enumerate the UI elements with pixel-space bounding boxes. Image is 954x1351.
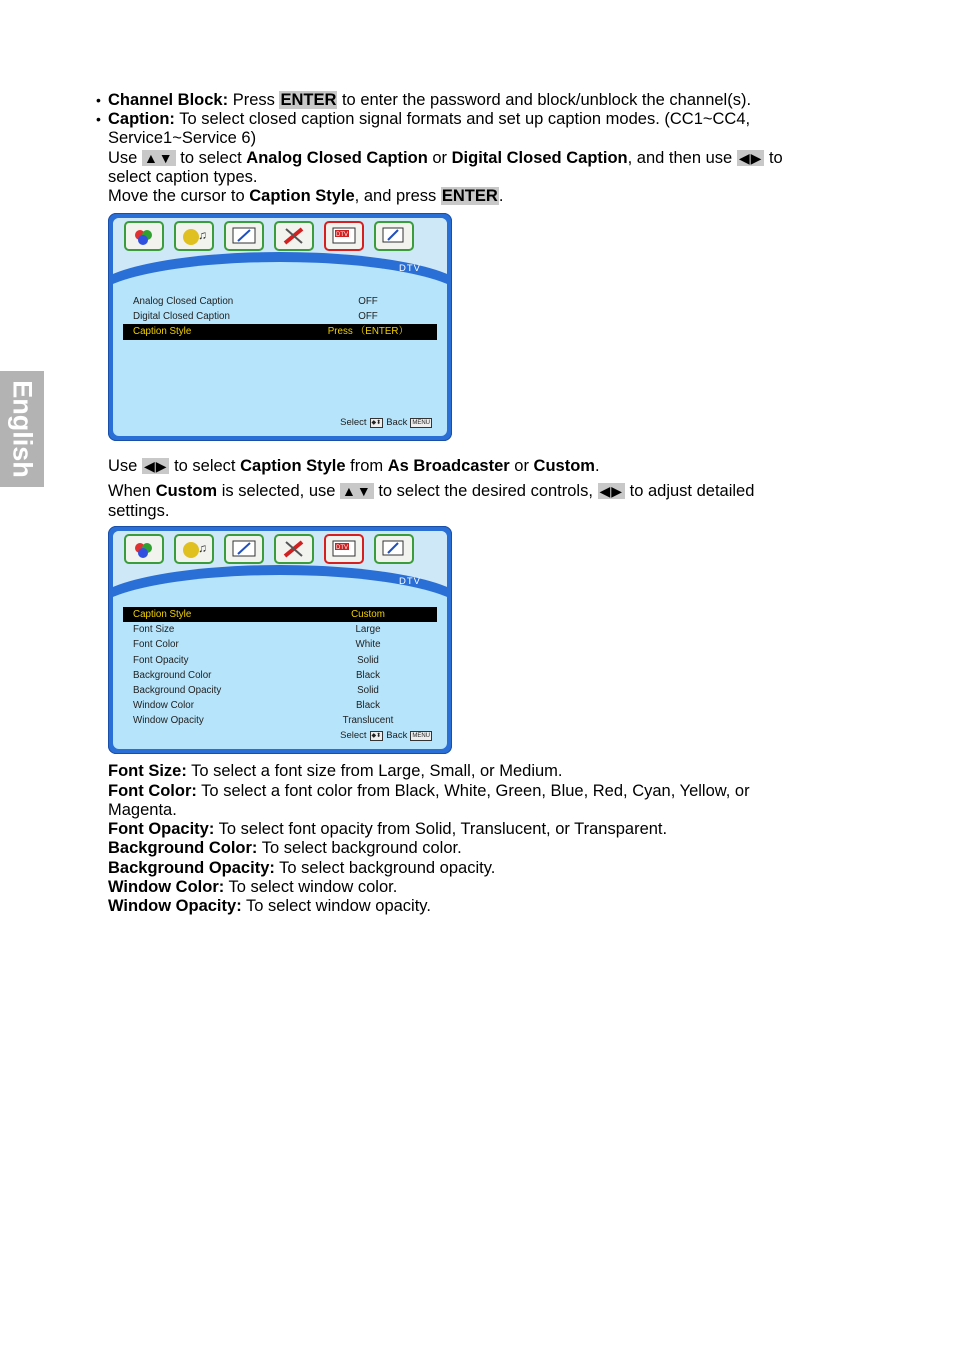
use-line [108,149,783,169]
move-line [108,187,503,207]
select-label: Select [340,417,367,428]
text: to [764,149,783,167]
def-font-size [108,762,563,782]
picture-menu-icon[interactable] [124,534,164,564]
text: To select background opacity. [274,859,496,877]
bullet: • [96,111,101,127]
dtv-label: DTV [399,263,421,274]
term: Caption: [108,110,175,128]
language-side-tab [0,371,44,487]
language-label: English [7,380,38,478]
term: Background Opacity: [108,859,275,877]
row-value: White [355,639,381,651]
row-value: Press （ENTER） [327,326,409,338]
enter-key: ENTER [280,91,337,109]
text: When [108,482,156,500]
row-label: Caption Style [133,609,192,620]
text: to select [169,457,241,475]
caption-line-2: Service1~Service 6) [108,129,257,147]
dtv-menu-icon[interactable] [324,221,364,251]
use-line-2: select caption types. [108,168,258,186]
term: Font Opacity: [108,820,215,838]
term: Custom [155,482,218,500]
text: Move the cursor to [108,187,250,205]
text: To select background color. [257,839,462,857]
select-label: Select [340,730,367,741]
row-value: OFF [358,311,378,323]
svg-text:♫: ♫ [198,541,207,555]
row-value: Custom [351,609,385,620]
text: to select [175,149,247,167]
def-bg-color [108,839,462,859]
menu-row[interactable] [123,668,437,683]
text: to adjust detailed [625,482,755,500]
text: To select font opacity from Solid, Translucent, or Transparent. [214,820,668,838]
row-value: Black [356,669,380,681]
menu1-rows [123,294,437,340]
def-window-color [108,878,397,898]
menu-row[interactable] [123,683,437,698]
osd-menu-custom [108,526,452,754]
text: To select closed caption signal formats and set up caption modes. (CC1~CC4, [174,110,751,128]
menu-row[interactable] [123,622,437,637]
text: To select window opacity. [241,897,431,915]
term: Digital Closed Caption [451,149,628,167]
enter-key: ENTER [441,187,498,205]
text: to enter the password and block/unblock the channel(s). [337,91,752,109]
dtv-menu-icon[interactable] [324,534,364,564]
dtv-label: DTV [399,576,421,587]
term: Analog Closed Caption [246,149,428,167]
row-label: Window Color [133,700,194,712]
pc-menu-icon[interactable] [374,221,414,251]
menu-row[interactable] [123,309,437,324]
audio-menu-icon[interactable] [174,221,214,251]
channel-block-line [108,91,751,111]
svg-text:DTV: DTV [336,545,348,551]
menu-key-icon: MENU [412,732,430,739]
nav-arrows-icon: ◆⬍ [371,732,382,739]
term: Window Opacity: [108,897,242,915]
row-label: Analog Closed Caption [133,296,234,307]
menu2-rows [123,607,437,729]
use-line-2b [108,457,600,477]
term: Font Size: [108,762,187,780]
text: , and then use [627,149,737,167]
up-down-key-icon: ▲▼ [143,150,174,166]
menu-icon-bar [124,534,414,564]
term: Window Color: [108,878,225,896]
def-bg-opacity [108,859,495,879]
row-label: Window Opacity [133,715,204,727]
svg-text:♫: ♫ [198,228,207,242]
term: Caption Style [249,187,355,205]
left-right-key-icon: ◀▶ [738,150,763,166]
osd-panel [113,531,447,749]
term: Background Color: [108,839,258,857]
row-label: Font Opacity [133,654,189,666]
text: to select the desired controls, [373,482,598,500]
def-font-color [108,782,750,802]
menu-row[interactable] [123,294,437,309]
row-value: Solid [357,654,379,666]
row-label: Background Color [133,669,212,681]
term: As Broadcaster [387,457,510,475]
caption-line [108,110,750,130]
picture-menu-icon[interactable] [124,221,164,251]
row-label: Font Color [133,639,179,651]
text: is selected, use [217,482,341,500]
row-label: Background Opacity [133,684,222,696]
bullet: • [96,92,101,108]
row-value: Translucent [342,715,394,727]
menu-row[interactable] [123,637,437,652]
term: Font Color: [108,782,197,800]
text: To select window color. [224,878,398,896]
svg-text:DTV: DTV [336,232,348,238]
back-label: Back [386,730,408,741]
row-label: Font Size [133,624,175,636]
menu-row[interactable] [123,698,437,713]
menu-footer [340,417,432,428]
audio-menu-icon[interactable] [174,534,214,564]
nav-arrows-icon: ◆⬍ [371,419,382,426]
setup-menu-icon[interactable] [274,534,314,564]
menu-row-selected[interactable] [123,607,437,622]
row-value: Solid [357,684,379,696]
term: Channel Block: [108,91,229,109]
osd-menu-caption [108,213,452,441]
text: Use [108,149,142,167]
screen-menu-icon[interactable] [224,534,264,564]
pc-menu-icon[interactable] [374,534,414,564]
text: . [498,187,504,205]
back-label: Back [386,417,408,428]
screen-menu-icon[interactable] [224,221,264,251]
def-font-color-2: Magenta. [108,801,177,819]
menu-row[interactable] [123,653,437,668]
menu-key-icon: MENU [412,419,430,426]
when-line [108,482,754,502]
osd-panel [113,218,447,436]
text: Press [228,91,280,109]
row-label: Digital Closed Caption [133,311,230,323]
row-value: Large [355,624,381,636]
up-down-key-icon: ▲▼ [342,483,372,499]
setup-menu-icon[interactable] [274,221,314,251]
menu-footer [340,730,432,741]
term: Caption Style [240,457,346,475]
text: , and press [354,187,441,205]
left-right-key-icon: ◀▶ [599,483,624,499]
text: Use [108,457,142,475]
term: Custom [533,457,595,475]
text: or [427,149,452,167]
row-value: Black [356,700,380,712]
text: To select a font size from Large, Small, or Medium. [186,762,563,780]
text: or [509,457,534,475]
when-line-2: settings. [108,502,170,520]
text: . [594,457,600,475]
row-label: Caption Style [133,326,192,338]
text: To select a font color from Black, White, Green, Blue, Red, Cyan, Yellow, or [196,782,750,800]
text: from [345,457,388,475]
def-window-opacity [108,897,431,917]
row-value: OFF [358,296,378,307]
menu-row[interactable] [123,713,437,728]
menu-row-selected[interactable] [123,324,437,339]
menu-icon-bar [124,221,414,251]
left-right-key-icon: ◀▶ [143,458,168,474]
def-font-opacity [108,820,667,840]
